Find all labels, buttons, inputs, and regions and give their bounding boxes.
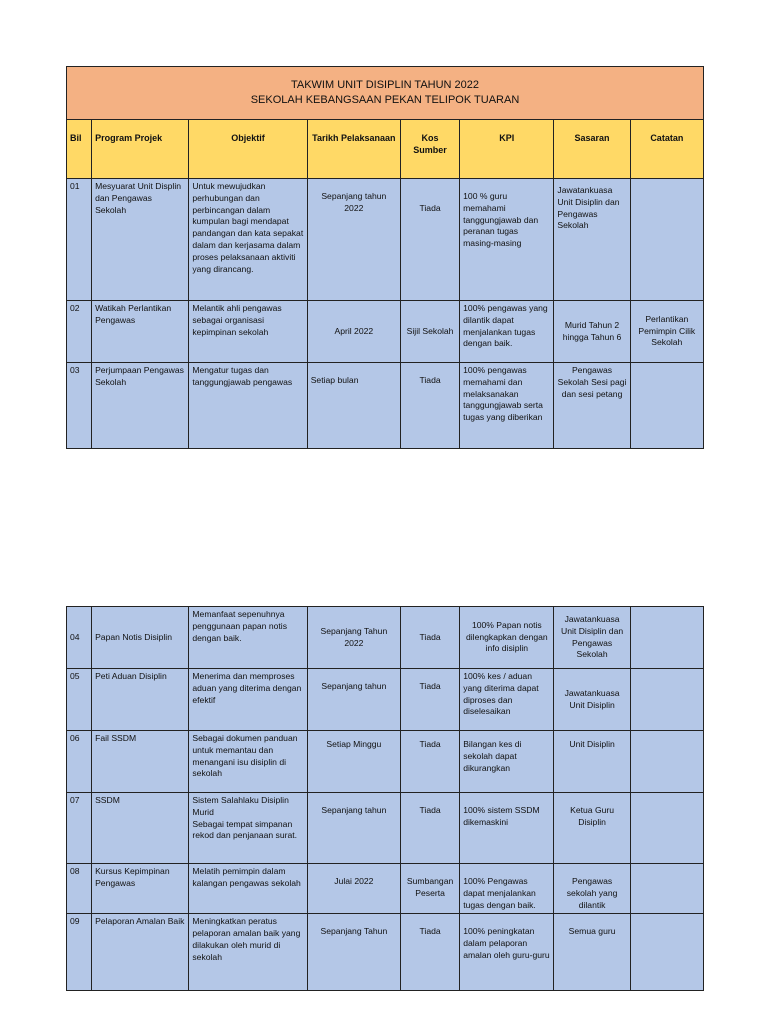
row-tarikh: Sepanjang Tahun 2022 bbox=[307, 607, 400, 669]
row-sasaran: Semua guru bbox=[554, 914, 630, 991]
row-program: Perjumpaan Pengawas Sekolah bbox=[92, 363, 189, 449]
row-objektif: Mengatur tugas dan tanggungjawab pengawas bbox=[189, 363, 307, 449]
row-sasaran: Ketua Guru Disiplin bbox=[554, 793, 630, 864]
row-tarikh: Sepanjang tahun bbox=[307, 669, 400, 731]
title-line-1: TAKWIM UNIT DISIPLIN TAHUN 2022 bbox=[290, 79, 480, 91]
row-bil: 01 bbox=[67, 179, 92, 301]
row-sasaran: Jawatankuasa Unit Disiplin bbox=[554, 669, 630, 731]
row-catatan bbox=[630, 179, 703, 301]
header-bil: Bil bbox=[67, 120, 92, 179]
row-objektif: Meningkatkan peratus pelaporan amalan baik yang dilakukan oleh murid di sekolah bbox=[189, 914, 307, 991]
row-catatan bbox=[630, 864, 703, 914]
row-kpi: 100% pengawas yang dilantik dapat menjalankan tugas dengan baik. bbox=[460, 301, 554, 363]
row-bil: 03 bbox=[67, 363, 92, 449]
row-catatan bbox=[630, 793, 703, 864]
header-catatan: Catatan bbox=[630, 120, 703, 179]
header-sasaran: Sasaran bbox=[554, 120, 630, 179]
row-sasaran: Unit Disiplin bbox=[554, 731, 630, 793]
row-bil: 06 bbox=[67, 731, 92, 793]
row-program: Papan Notis Disiplin bbox=[92, 607, 189, 669]
row-bil: 05 bbox=[67, 669, 92, 731]
row-program: Peti Aduan Disiplin bbox=[92, 669, 189, 731]
header-objektif: Objektif bbox=[189, 120, 307, 179]
row-objektif: Memanfaat sepenuhnya penggunaan papan notis dengan baik. bbox=[189, 607, 307, 669]
row-program: Kursus Kepimpinan Pengawas bbox=[92, 864, 189, 914]
row-kpi: 100% sistem SSDM dikemaskini bbox=[460, 793, 554, 864]
row-kpi: 100% pengawas memahami dan melaksanakan tanggungjawab serta tugas yang diberikan bbox=[460, 363, 554, 449]
header-program: Program Projek bbox=[92, 120, 189, 179]
row-kos: Tiada bbox=[401, 793, 460, 864]
row-objektif: Untuk mewujudkan perhubungan dan perbincangan dalam kumpulan bagi mendapat pandangan dan kata sepakat dalam dan kerjasama dalam proses pelaksanaan aktiviti yang dirancang. bbox=[189, 179, 307, 301]
takwim-table-page2 bbox=[66, 606, 704, 991]
row-tarikh: Setiap bulan bbox=[307, 363, 400, 449]
row-program: Pelaporan Amalan Baik bbox=[92, 914, 189, 991]
table-row bbox=[67, 864, 704, 914]
row-kpi: 100% peningkatan dalam pelaporan amalan oleh guru-guru bbox=[460, 914, 554, 991]
row-bil: 04 bbox=[67, 607, 92, 669]
row-tarikh: Sepanjang tahun 2022 bbox=[307, 179, 400, 301]
row-program: Fail SSDM bbox=[92, 731, 189, 793]
row-objektif: Sebagai dokumen panduan untuk memantau dan menangani isu disiplin di sekolah bbox=[189, 731, 307, 793]
row-sasaran: Jawatankuasa Unit Disiplin dan Pengawas Sekolah bbox=[554, 607, 630, 669]
row-kos: Sumbangan Peserta bbox=[401, 864, 460, 914]
row-kos: Tiada bbox=[400, 179, 459, 301]
row-catatan bbox=[630, 363, 703, 449]
row-bil: 07 bbox=[67, 793, 92, 864]
takwim-table-page1 bbox=[66, 66, 704, 449]
row-kpi: 100 % guru memahami tanggungjawab dan peranan tugas masing-masing bbox=[460, 179, 554, 301]
header-kos: Kos Sumber bbox=[400, 120, 459, 179]
table-row bbox=[67, 301, 704, 363]
document-title bbox=[67, 67, 704, 120]
row-catatan bbox=[630, 731, 703, 793]
row-objektif: Melatih pemimpin dalam kalangan pengawas sekolah bbox=[189, 864, 307, 914]
row-kpi: 100% Pengawas dapat menjalankan tugas dengan baik. bbox=[460, 864, 554, 914]
row-catatan bbox=[630, 914, 703, 991]
row-catatan: Perlantikan Pemimpin Cilik Sekolah bbox=[630, 301, 703, 363]
table-row bbox=[67, 793, 704, 864]
row-catatan bbox=[630, 669, 703, 731]
row-sasaran: Jawatankuasa Unit Disiplin dan Pengawas Sekolah bbox=[554, 179, 630, 301]
row-program: Mesyuarat Unit Displin dan Pengawas Sekolah bbox=[92, 179, 189, 301]
row-objektif: Sistem Salahlaku Disiplin Murid Sebagai tempat simpanan rekod dan penjanaan surat. bbox=[189, 793, 307, 864]
row-kos: Tiada bbox=[401, 914, 460, 991]
row-tarikh: Sepanjang Tahun bbox=[307, 914, 400, 991]
table-row bbox=[67, 731, 704, 793]
row-kos: Tiada bbox=[401, 669, 460, 731]
row-kos: Tiada bbox=[401, 607, 460, 669]
row-tarikh: Setiap Minggu bbox=[307, 731, 400, 793]
row-sasaran: Murid Tahun 2 hingga Tahun 6 bbox=[554, 301, 630, 363]
row-kpi: 100% kes / aduan yang diterima dapat diproses dan diselesaikan bbox=[460, 669, 554, 731]
row-bil: 08 bbox=[67, 864, 92, 914]
row-objektif: Menerima dan memproses aduan yang diterima dengan efektif bbox=[189, 669, 307, 731]
header-row bbox=[67, 120, 704, 179]
row-program: SSDM bbox=[92, 793, 189, 864]
row-kpi: 100% Papan notis dilengkapkan dengan info disiplin bbox=[460, 607, 554, 669]
table-row bbox=[67, 363, 704, 449]
row-bil: 09 bbox=[67, 914, 92, 991]
row-kpi: Bilangan kes di sekolah dapat dikurangkan bbox=[460, 731, 554, 793]
row-kos: Sijil Sekolah bbox=[400, 301, 459, 363]
table-row bbox=[67, 607, 704, 669]
row-sasaran: Pengawas sekolah yang dilantik bbox=[554, 864, 630, 914]
row-tarikh: Sepanjang tahun bbox=[307, 793, 400, 864]
table-row bbox=[67, 914, 704, 991]
row-kos: Tiada bbox=[400, 363, 459, 449]
row-program: Watikah Perlantikan Pengawas bbox=[92, 301, 189, 363]
title-line-2: SEKOLAH KEBANGSAAN PEKAN TELIPOK TUARAN bbox=[250, 94, 520, 106]
table-row bbox=[67, 179, 704, 301]
header-tarikh: Tarikh Pelaksanaan bbox=[307, 120, 400, 179]
row-tarikh: April 2022 bbox=[307, 301, 400, 363]
row-objektif: Melantik ahli pengawas sebagai organisasi kepimpinan sekolah bbox=[189, 301, 307, 363]
table-row bbox=[67, 669, 704, 731]
row-sasaran: Pengawas Sekolah Sesi pagi dan sesi petang bbox=[554, 363, 630, 449]
row-tarikh: Julai 2022 bbox=[307, 864, 400, 914]
header-kpi: KPI bbox=[460, 120, 554, 179]
row-bil: 02 bbox=[67, 301, 92, 363]
row-kos: Tiada bbox=[401, 731, 460, 793]
row-catatan bbox=[630, 607, 703, 669]
